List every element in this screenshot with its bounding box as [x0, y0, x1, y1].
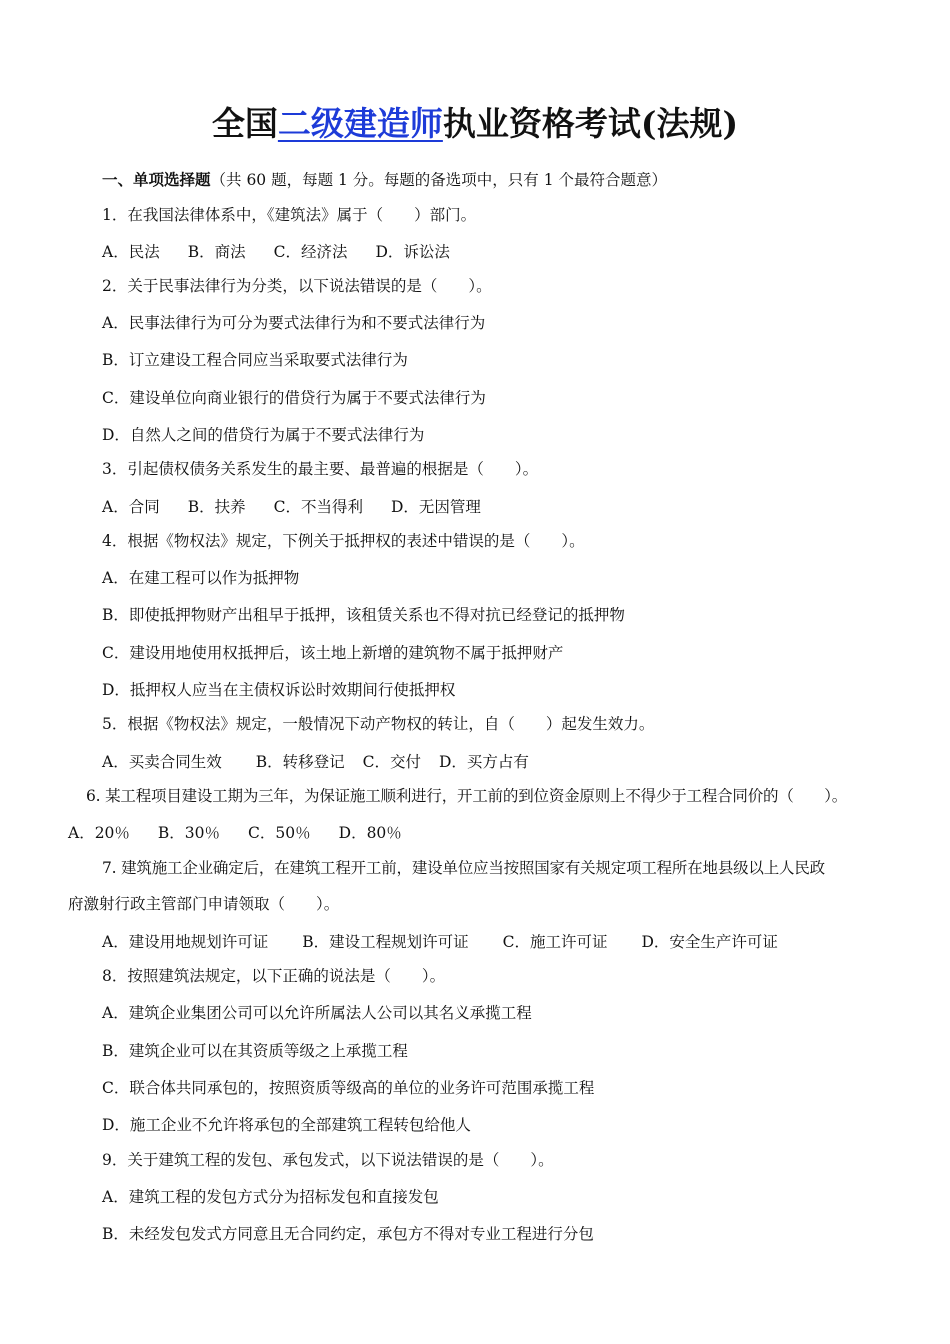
question-1-options — [102, 242, 478, 262]
option-b: B．扶养 — [187, 498, 246, 516]
question-4-stem: 4．根据《物权法》规定，下例关于抵押权的表述中错误的是（ ）。 — [102, 532, 585, 550]
question-8-option-b: B．建筑企业可以在其资质等级之上承揽工程 — [102, 1042, 408, 1060]
option-a: A．合同 — [102, 498, 160, 516]
question-6-stem: 6. 某工程项目建设工期为三年，为保证施工顺利进行，开工前的到位资金原则上不得少于工程合同价的（ ）。 — [86, 787, 848, 805]
question-7-stem-line-2: 府激射行政主管部门申请领取（ ）。 — [68, 895, 340, 913]
question-9-stem: 9．关于建筑工程的发包、承包发式，以下说法错误的是（ ）。 — [102, 1151, 554, 1169]
question-2-stem: 2．关于民事法律行为分类，以下说法错误的是（ ）。 — [102, 277, 492, 295]
question-2-option-c: C．建设单位向商业银行的借贷行为属于不要式法律行为 — [102, 389, 486, 407]
option-d: D．诉讼法 — [375, 243, 450, 261]
title-link[interactable]: 二级建造师 — [277, 104, 443, 143]
question-7-stem-line-1: 7. 建筑施工企业确定后，在建筑工程开工前，建设单位应当按照国家有关规定项工程所在地县级以上人民政 — [102, 859, 825, 877]
section-note: （共 60 题，每题 1 分。每题的备选项中，只有 1 个最符合题意） — [210, 171, 668, 189]
question-9-option-a: A．建筑工程的发包方式分为招标发包和直接发包 — [102, 1188, 439, 1206]
option-a: A．民法 — [102, 243, 160, 261]
option-d: D．无因管理 — [390, 498, 481, 516]
option-b: B．30％ — [157, 824, 221, 842]
question-4-option-b: B．即使抵押物财产出租早于抵押，该租赁关系也不得对抗已经登记的抵押物 — [102, 606, 625, 624]
question-4-option-d: D．抵押权人应当在主债权诉讼时效期间行使抵押权 — [102, 681, 456, 699]
option-b: B．建设工程规划许可证 — [302, 933, 469, 951]
question-4-option-c: C．建设用地使用权抵押后，该土地上新增的建筑物不属于抵押财产 — [102, 644, 564, 662]
option-c: C．经济法 — [273, 243, 348, 261]
question-8-option-c: C．联合体共同承包的，按照资质等级高的单位的业务许可范围承揽工程 — [102, 1079, 595, 1097]
question-2-option-d: D．自然人之间的借贷行为属于不要式法律行为 — [102, 426, 425, 444]
question-1-stem: 1．在我国法律体系中，《建筑法》属于（ ）部门。 — [102, 206, 477, 224]
option-c: C．50％ — [248, 824, 311, 842]
option-a: A．买卖合同生效 — [102, 753, 222, 771]
question-5-stem: 5．根据《物权法》规定，一般情况下动产物权的转让，自（ ）起发生效力。 — [102, 715, 655, 733]
option-d: D．80％ — [338, 824, 402, 842]
option-b: B．转移登记 — [255, 753, 345, 771]
option-c: C．施工许可证 — [502, 933, 608, 951]
option-d: D．买方占有 — [438, 753, 529, 771]
question-9-option-b: B．未经发包发式方同意且无合同约定，承包方不得对专业工程进行分包 — [102, 1225, 594, 1243]
title-prefix: 全国 — [211, 104, 278, 143]
question-5-options — [102, 752, 557, 772]
question-7-options — [102, 932, 806, 952]
document-title — [0, 98, 950, 145]
option-c: C．交付 — [362, 753, 421, 771]
section-heading: 一、单项选择题 — [102, 170, 211, 189]
option-a: A．20％ — [68, 824, 130, 842]
option-a: A．建设用地规划许可证 — [102, 933, 269, 951]
section-heading-line — [102, 170, 667, 190]
question-8-option-d: D．施工企业不允许将承包的全部建筑工程转包给他人 — [102, 1116, 471, 1134]
option-b: B．商法 — [187, 243, 246, 261]
question-6-options — [68, 823, 430, 843]
question-4-option-a: A．在建工程可以作为抵押物 — [102, 569, 300, 587]
option-d: D．安全生产许可证 — [641, 933, 778, 951]
option-c: C．不当得利 — [273, 498, 363, 516]
question-3-options — [102, 497, 509, 517]
question-2-option-b: B．订立建设工程合同应当采取要式法律行为 — [102, 351, 408, 369]
question-8-option-a: A．建筑企业集团公司可以允许所属法人公司以其名义承揽工程 — [102, 1004, 532, 1022]
question-3-stem: 3．引起债权债务关系发生的最主要、最普遍的根据是（ ）。 — [102, 460, 539, 478]
question-2-option-a: A．民事法律行为可分为要式法律行为和不要式法律行为 — [102, 314, 486, 332]
title-suffix: 执业资格考试(法规) — [442, 104, 739, 143]
question-8-stem: 8．按照建筑法规定，以下正确的说法是（ ）。 — [102, 967, 446, 985]
